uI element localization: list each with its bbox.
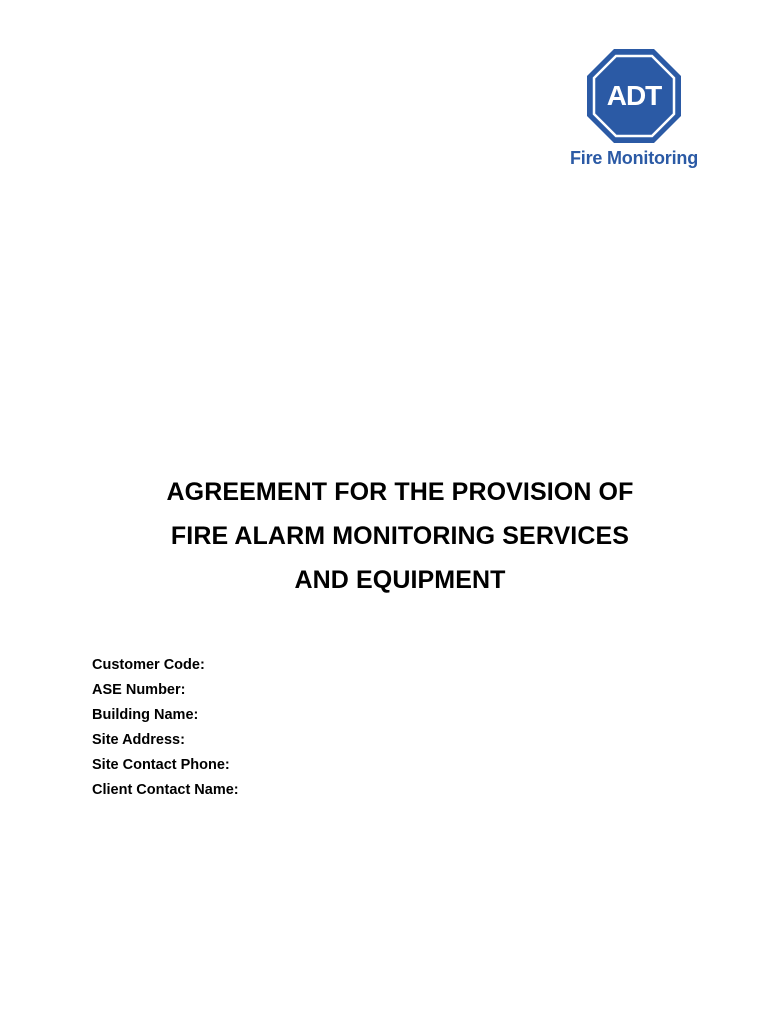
field-site-address [92, 730, 592, 755]
adt-fire-monitoring-logo [548, 48, 720, 174]
title-line-1: AGREEMENT FOR THE PROVISION OF [166, 478, 634, 506]
field-customer-code [92, 655, 592, 680]
field-client-contact-name [92, 780, 592, 805]
field-label: ASE Number: [92, 682, 186, 698]
logo-sub-label: Fire Monitoring [570, 148, 698, 168]
field-label: Site Address: [92, 732, 185, 748]
document-title [0, 470, 770, 602]
logo-text: ADT [606, 80, 662, 111]
field-label: Site Contact Phone: [92, 757, 230, 773]
field-site-contact-phone [92, 755, 592, 780]
field-label: Client Contact Name: [92, 782, 239, 798]
field-building-name [92, 705, 592, 730]
title-line-2: FIRE ALARM MONITORING SERVICES [170, 522, 630, 550]
title-line-3: AND EQUIPMENT [294, 566, 506, 594]
field-label: Building Name: [92, 707, 199, 723]
field-label: Customer Code: [92, 657, 205, 673]
customer-fields [92, 655, 592, 805]
adt-octagon-logo-icon [586, 48, 682, 144]
field-ase-number [92, 680, 592, 705]
